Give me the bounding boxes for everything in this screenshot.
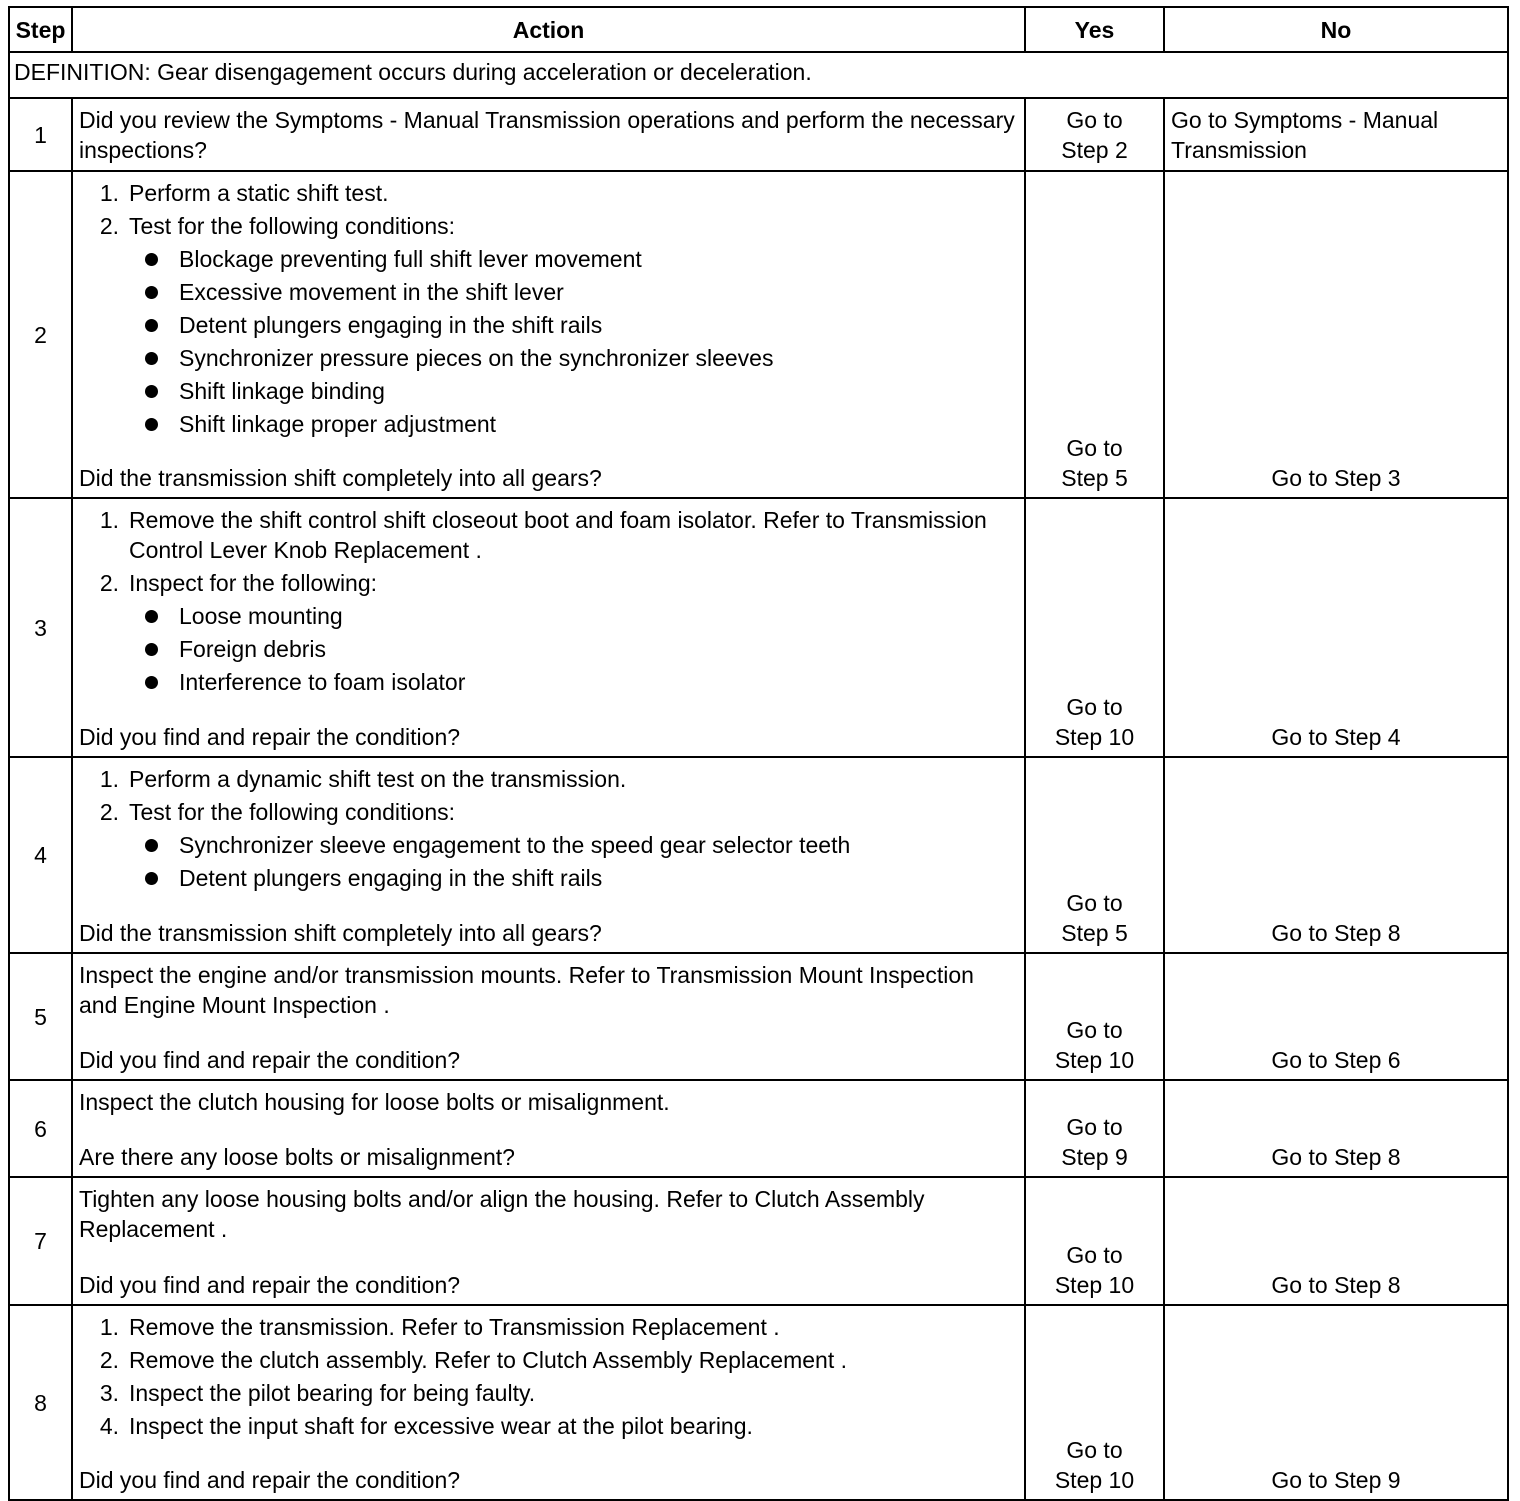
step-number: 6 bbox=[9, 1080, 72, 1177]
yes-step: Step 5 bbox=[1061, 465, 1128, 491]
yes-step: Step 10 bbox=[1054, 724, 1135, 750]
step-number: 3 bbox=[9, 498, 72, 757]
no-cell bbox=[1164, 498, 1508, 757]
yes-cell bbox=[1025, 1305, 1164, 1500]
list-item: 2. Test for the following conditions: Synchronizer sleeve engagement to the speed gear selector teeth Detent plungers engaging in the shift rails bbox=[73, 797, 1024, 895]
bullet-list bbox=[73, 243, 1018, 441]
list-item: 1. Perform a dynamic shift test on the transmission. bbox=[99, 766, 627, 792]
step-row bbox=[9, 1177, 1508, 1305]
step-row bbox=[9, 1080, 1508, 1177]
yes-step: Step 9 bbox=[1061, 1144, 1128, 1170]
bullet-item: Shift linkage binding bbox=[73, 375, 1018, 408]
no-text: Go to Step 8 bbox=[1271, 1144, 1401, 1170]
action-text: Inspect the engine and/or transmission mounts. Refer to Transmission Mount Inspection and Engine Mount Inspection . bbox=[79, 962, 974, 1018]
yes-goto: Go to bbox=[1066, 107, 1123, 133]
action-cell bbox=[72, 1305, 1025, 1500]
yes-goto: Go to bbox=[1066, 1242, 1123, 1268]
numbered-list bbox=[73, 1312, 1024, 1441]
question-text: Did the transmission shift completely into all gears? bbox=[79, 920, 602, 946]
question-text: Are there any loose bolts or misalignment? bbox=[79, 1144, 515, 1170]
bullet-item: Synchronizer pressure pieces on the synchronizer sleeves bbox=[73, 342, 1018, 375]
bullet-item: Interference to foam isolator bbox=[73, 666, 1018, 699]
yes-step: Step 5 bbox=[1061, 920, 1128, 946]
definition-text: DEFINITION: Gear disengagement occurs during acceleration or deceleration. bbox=[9, 52, 1508, 98]
yes-goto: Go to bbox=[1066, 694, 1123, 720]
action-cell bbox=[72, 171, 1025, 498]
action-cell bbox=[72, 1080, 1025, 1177]
step-number: 2 bbox=[9, 171, 72, 498]
action-cell bbox=[72, 953, 1025, 1080]
action-cell bbox=[72, 98, 1025, 171]
yes-goto: Go to bbox=[1066, 1114, 1123, 1140]
step-row bbox=[9, 953, 1508, 1080]
step-number: 4 bbox=[9, 757, 72, 953]
list-item: 2. Inspect for the following: Loose mounting Foreign debris Interference to foam isolator bbox=[73, 568, 1024, 699]
no-text: Go to Step 9 bbox=[1271, 1467, 1401, 1493]
step-number: 5 bbox=[9, 953, 72, 1080]
yes-step: Step 2 bbox=[1061, 137, 1128, 163]
yes-goto: Go to bbox=[1066, 435, 1123, 461]
step-number: 8 bbox=[9, 1305, 72, 1500]
yes-cell bbox=[1025, 171, 1164, 498]
list-item: 3. Inspect the pilot bearing for being faulty. bbox=[99, 1380, 536, 1406]
action-cell bbox=[72, 1177, 1025, 1305]
no-cell bbox=[1164, 171, 1508, 498]
yes-goto: Go to bbox=[1066, 890, 1123, 916]
question-text: Did you find and repair the condition? bbox=[79, 1047, 461, 1073]
list-item: 2. Remove the clutch assembly. Refer to Clutch Assembly Replacement . bbox=[99, 1347, 847, 1373]
bullet-item: Detent plungers engaging in the shift rails bbox=[73, 862, 1018, 895]
no-cell bbox=[1164, 953, 1508, 1080]
no-cell bbox=[1164, 1305, 1508, 1500]
bullet-item: Loose mounting bbox=[73, 600, 1018, 633]
numbered-list bbox=[73, 178, 1024, 441]
bullet-item: Blockage preventing full shift lever movement bbox=[73, 243, 1018, 276]
question-text: Did you find and repair the condition? bbox=[79, 724, 461, 750]
action-text: Did you review the Symptoms - Manual Transmission operations and perform the necessary inspections? bbox=[79, 107, 1015, 163]
action-cell bbox=[72, 498, 1025, 757]
no-cell bbox=[1164, 98, 1508, 171]
header-action: Action bbox=[72, 7, 1025, 52]
header-row bbox=[9, 7, 1508, 52]
step-row bbox=[9, 171, 1508, 498]
action-cell bbox=[72, 757, 1025, 953]
yes-goto: Go to bbox=[1066, 1437, 1123, 1463]
yes-cell bbox=[1025, 1080, 1164, 1177]
no-cell bbox=[1164, 1177, 1508, 1305]
header-step: Step bbox=[9, 7, 72, 52]
yes-cell bbox=[1025, 757, 1164, 953]
definition-row bbox=[9, 52, 1508, 98]
action-text: Tighten any loose housing bolts and/or align the housing. Refer to Clutch Assembly Replacement . bbox=[79, 1186, 925, 1242]
yes-step: Step 10 bbox=[1054, 1272, 1135, 1298]
question-text: Did you find and repair the condition? bbox=[79, 1467, 461, 1493]
numbered-list bbox=[73, 505, 1024, 699]
yes-cell bbox=[1025, 953, 1164, 1080]
question-text: Did you find and repair the condition? bbox=[79, 1272, 461, 1298]
step-number: 1 bbox=[9, 98, 72, 171]
bullet-item: Synchronizer sleeve engagement to the speed gear selector teeth bbox=[73, 829, 1018, 862]
yes-cell bbox=[1025, 98, 1164, 171]
action-text: Inspect the clutch housing for loose bolts or misalignment. bbox=[79, 1089, 670, 1115]
step-row bbox=[9, 1305, 1508, 1500]
list-item: 4. Inspect the input shaft for excessive wear at the pilot bearing. bbox=[99, 1413, 753, 1439]
yes-goto: Go to bbox=[1066, 1017, 1123, 1043]
list-item: 1. Perform a static shift test. bbox=[99, 180, 389, 206]
step-row bbox=[9, 98, 1508, 171]
list-item: 2. Test for the following conditions: Blockage preventing full shift lever movement Excessive movement in the shift lever Detent plungers engaging in the shift rails Synchronizer pressure pieces on the synchronizer sleeves Shift linkage binding Shift linkage proper adjustment bbox=[73, 211, 1024, 441]
yes-step: Step 10 bbox=[1054, 1467, 1135, 1493]
no-cell bbox=[1164, 757, 1508, 953]
diagnostic-table bbox=[8, 6, 1509, 1501]
bullet-list bbox=[73, 600, 1018, 699]
step-row bbox=[9, 757, 1508, 953]
no-text: Go to Step 4 bbox=[1271, 724, 1401, 750]
question-text: Did the transmission shift completely into all gears? bbox=[79, 465, 602, 491]
yes-cell bbox=[1025, 498, 1164, 757]
no-cell bbox=[1164, 1080, 1508, 1177]
yes-cell bbox=[1025, 1177, 1164, 1305]
list-item: 1. Remove the transmission. Refer to Transmission Replacement . bbox=[99, 1314, 780, 1340]
step-row bbox=[9, 498, 1508, 757]
list-item: 1. Remove the shift control shift closeout boot and foam isolator. Refer to Transmission Control Lever Knob Replacement . bbox=[99, 507, 987, 563]
no-text: Go to Step 3 bbox=[1271, 465, 1401, 491]
bullet-list bbox=[73, 829, 1018, 895]
header-yes: Yes bbox=[1025, 7, 1164, 52]
step-number: 7 bbox=[9, 1177, 72, 1305]
header-no: No bbox=[1164, 7, 1508, 52]
bullet-item: Shift linkage proper adjustment bbox=[73, 408, 1018, 441]
no-text: Go to Symptoms - Manual Transmission bbox=[1171, 107, 1439, 163]
no-text: Go to Step 8 bbox=[1271, 920, 1401, 946]
no-text: Go to Step 8 bbox=[1271, 1272, 1401, 1298]
bullet-item: Foreign debris bbox=[73, 633, 1018, 666]
numbered-list bbox=[73, 764, 1024, 895]
yes-step: Step 10 bbox=[1054, 1047, 1135, 1073]
bullet-item: Excessive movement in the shift lever bbox=[73, 276, 1018, 309]
no-text: Go to Step 6 bbox=[1271, 1047, 1401, 1073]
bullet-item: Detent plungers engaging in the shift rails bbox=[73, 309, 1018, 342]
